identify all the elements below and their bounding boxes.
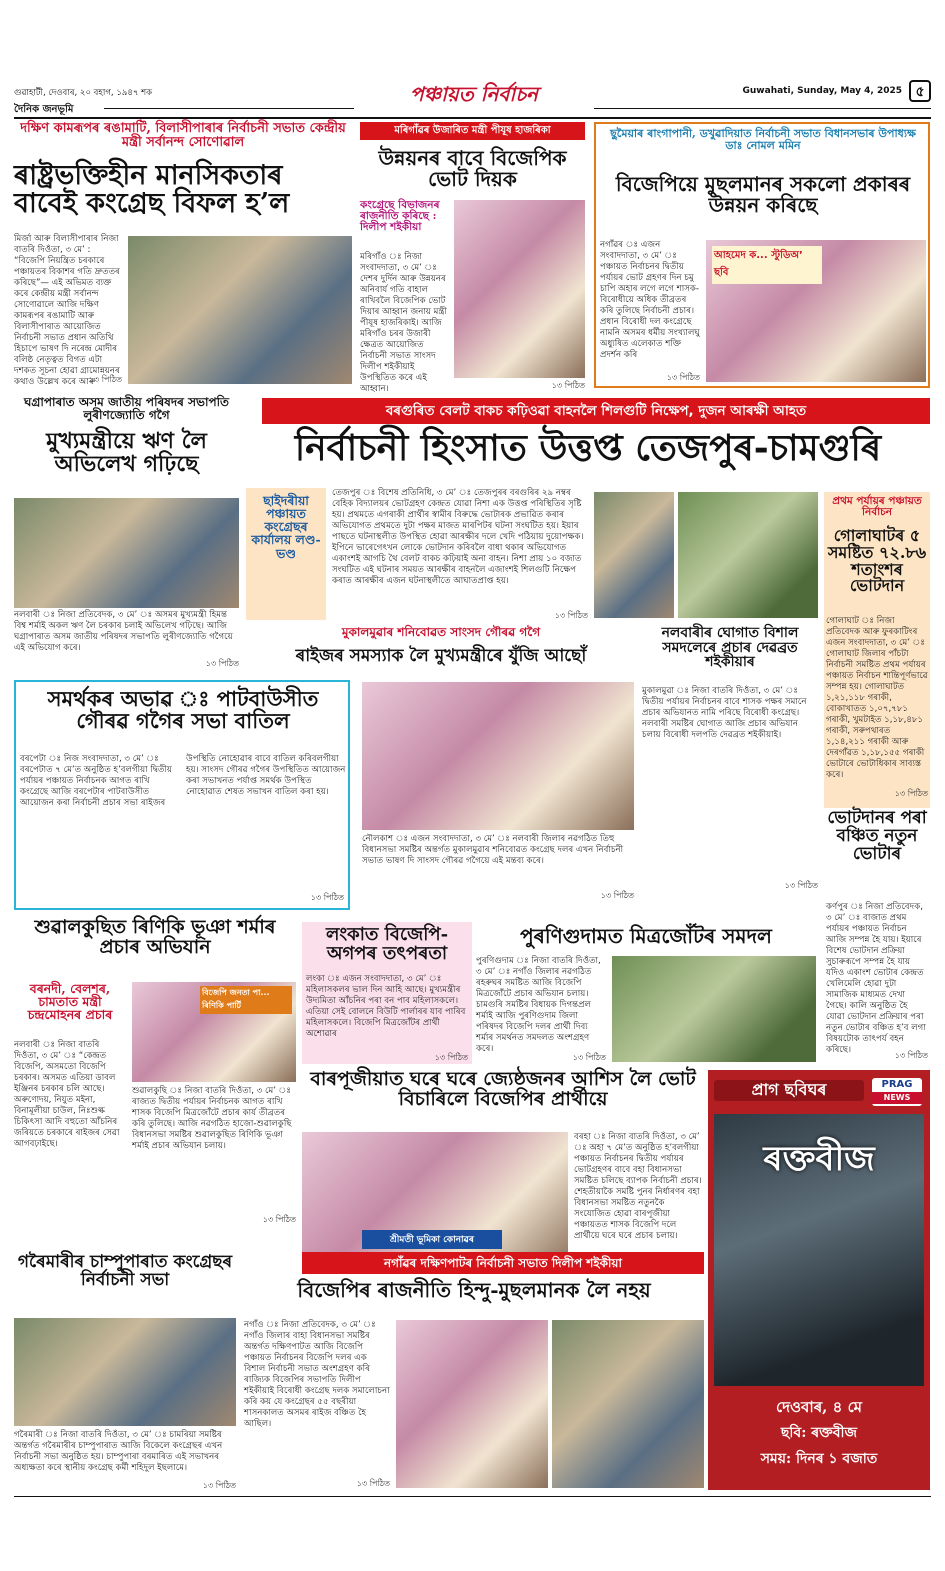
logo-bottom: NEWS xyxy=(872,1092,922,1104)
continued-label: ১৩ পিঠিত xyxy=(88,375,122,384)
story-photo xyxy=(454,200,585,378)
story-headline: নলবাৰীৰ ঘোগাত বিশাল সমদলেৰে প্ৰচাৰ দেৱব্ৰত শইকীয়াৰ xyxy=(661,625,799,671)
continued-label: ১৩ পিঠিত xyxy=(784,881,818,890)
story-body: কৰ্ণপুৰ ঃ নিজা প্ৰতিবেদক, ৩ মে’ ঃ বাজাত প্ৰথম পৰ্যায়ৰ পঞ্চায়ত নিৰ্বাচন আজি সম্পন্ন হৈ যায়। ইয়াৰে বিশেষ ভোটদান প্ৰক্ৰিয়া সুচাৰুৰূপে সম্পন্ন হৈ যায় যদিও একাংশ ভোটাৰ কেন্দ্ৰত খেলিমেলি হোৱা দুটা সামাজিক মাধ্যমত দেখা গৈছে। কালি অনুষ্ঠিত হৈ যোৱা ভোটদান প্ৰক্ৰিয়াৰ পৰা নতুন ভোটাৰ বঞ্চিত হ’ব লগা বিষয়টোক তাৎপৰ্য বহন কৰিছে। xyxy=(826,902,926,1055)
ad-line-3: সময়: দিনৰ ১ বজাত xyxy=(760,1451,878,1467)
continued-label: ১৩ পিঠিত xyxy=(434,1053,468,1062)
ad-line-1: দেওবাৰ, ৪ মে xyxy=(776,1398,862,1416)
continued-label: ১৩ পিঠিত xyxy=(205,659,239,668)
lead-photo-2 xyxy=(678,492,818,618)
masthead-rule-right xyxy=(594,108,931,109)
continued-label: ১৩ পিঠিত xyxy=(894,789,928,798)
story-headline: লংকাত বিজেপি-অগপৰ তৎপৰতা xyxy=(325,924,449,964)
photo-banner-text: বিজেপি জনতা পা... ৰিণিকি পাৰ্টি xyxy=(200,986,292,1014)
masthead-bottom-rule xyxy=(14,117,931,119)
ad-brand: প্ৰাগ ছবিঘৰ xyxy=(714,1080,864,1101)
story-body: গৰৈমাৰী ঃ নিজা বাতৰি দিওঁতা, ৩ মে’ ঃ চামৰিয়া সমষ্টিৰ অন্তৰ্গত গৰৈমাৰীৰ চাম্পুপাৰাত আজি বিকেলে কংগ্ৰেছৰ এখন নিৰ্বাচনী সভা অনুষ্ঠিত হয়। চাম্পুপাৰা বৰমাৰিত এই সভাখনৰ অধ্যক্ষতা কৰে স্থানীয় কংগ্ৰেছ কৰ্মী শহিদুল ইছলামে। xyxy=(14,1430,223,1473)
story-body: নলবাৰী ঃ নিজা প্ৰতিবেদক, ৩ মে’ ঃ অসমৰ মুখ্যমন্ত্ৰী হিমন্ত বিশ্ব শৰ্মাই অকল ঋণ লৈ চৰকাৰ চলাই অভিলেখ গঢ়িছে। আজি ঘগ্ৰাপাৰাত অসম জাতীয় পৰিষদৰ সভাপতি লুৰীণজ্যোতি গগৈয়ে এই অভিযোগ কৰে। xyxy=(14,610,233,653)
film-title: ৰক্তবীজ xyxy=(763,1139,875,1179)
story-headline: মুখ্যমন্ত্ৰীয়ে ঋণ লৈ অভিলেখ গঢ়িছে xyxy=(46,428,207,478)
story-headline: বিজেপিৰ ৰাজনীতি হিন্দু-মুছলমানক লৈ নহয় xyxy=(297,1278,651,1302)
story-photo xyxy=(612,956,816,1062)
dilip-banner: নগাঁৱৰ দক্ষিণপাটৰ নিৰ্বাচনী সভাত দিলীপ শইকীয়া xyxy=(302,1252,704,1274)
story-kicker: ছুমৈয়াৰ ৰাংগাপানী, ডখুৱাদিয়াত নিৰ্বাচনী সভাত বিধানসভাৰ উপাধ্যক্ষ ডাঃ নোমল মমিন xyxy=(610,127,916,152)
story-kicker: দক্ষিণ কামৰূপৰ ৰঙামাটি, বিলাসীপাৰাৰ নিৰ্বাচনী সভাত কেন্দ্ৰীয় মন্ত্ৰী সৰ্বানন্দ সোণোৱাল xyxy=(20,121,346,150)
side-box-body: নলবাৰী ঃ নিজা বাতৰি দিওঁতা, ৩ মে’ ঃ “কেন্দ্ৰত বিজেপি, অসমতো বিজেপি চৰকাৰ। অসমত এতিয়া ডাবল ইঞ্জিনৰ চৰকাৰ চলি আছে। অৰুণোদয়, নিযুত মইনা, বিনামূলীয়া চাউল, নিঃশুল্ক চিকিৎসা আদি বহুতো আঁচনিৰ জৰিয়তে চৰকাৰে ৰাইজৰ সেৱা আগবঢ়াইছে। xyxy=(14,1040,120,1149)
story-pijush xyxy=(360,122,585,392)
continued-label: ১৩ পিঠিত xyxy=(894,1051,928,1060)
story-body: মুকালমুৱা ঃ নিজা বাতৰি দিওঁতা, ৩ মে’ ঃ দ্বিতীয় পৰ্যায়ৰ নিৰ্বাচনৰ বাবে শাসক পক্ষৰ সমানে প্ৰচাৰ অভিযানত নামি পৰিছে বিৰোধী কংগ্ৰেছ। নলবাৰী সমষ্টিৰ ঘোগাত আজি প্ৰচাৰ অভিযান চলায় বিৰোধী দলপতি দেৱব্ৰত শইকীয়াই। xyxy=(642,686,807,740)
side-box xyxy=(14,982,126,1220)
story-new-voters xyxy=(824,808,930,1062)
story-sonowal xyxy=(14,122,352,392)
story-lurinjyoti xyxy=(14,396,239,678)
masthead-date-local: গুৱাহাটী, দেওবাৰ, ২০ বহাগ, ১৯৪৭ শক xyxy=(14,88,153,98)
story-body: গোলাঘাট ঃ নিজা প্ৰতিবেদক আৰু ফুৰকাটিংৰ এজন সংবাদদাতা, ৩ মে’ ঃ গোলাঘাট জিলাৰ পাঁচটা নিৰ্বাচনী সমষ্টিত প্ৰথম পৰ্যায়ৰ পঞ্চায়ত নিৰ্বাচন শান্তিপূৰ্ণভাৱে সম্পন্ন হয়। গোলাঘাটত ১,২১,১১৮ গৰাকী, বোকাখাতত ১,০৭,৭৮১ গৰাকী, খুমটাইত ১,১৮,৪৮১ গৰাকী, সৰুপথাৰত ১,১৪,২১১ গৰাকী আৰু দেৰগাঁৱত ১,১৮,১৫৫ গৰাকী ভোটাৰে ভোটাধিকাৰ সাব্যস্ত কৰে। xyxy=(826,616,928,780)
story-headline: গোলাঘাটৰ ৫ সমষ্টিত ৭২.৮৬ শতাংশৰ ভোটদান xyxy=(827,526,927,596)
masthead xyxy=(14,80,931,116)
page-bottom-rule xyxy=(14,1496,931,1497)
story-riniki xyxy=(14,918,296,1226)
story-kicker: ঘগ্ৰাপাৰাত অসম জাতীয় পৰিষদৰ সভাপতি লুৰীণজ্যোতি গগৈ xyxy=(23,395,230,422)
story-photo xyxy=(128,236,352,384)
masthead-paper-name: দৈনিক জনভূমি xyxy=(14,104,74,115)
lead-side-box xyxy=(246,488,326,620)
section-title: পঞ্চায়ত নিৰ্বাচন xyxy=(410,82,538,106)
story-headline: ভোটদানৰ পৰা বঞ্চিত নতুন ভোটাৰ xyxy=(827,808,927,864)
story-headline: বিজেপিয়ে মুছলমানৰ সকলো প্ৰকাৰৰ উন্নয়ন কৰিছে xyxy=(615,172,911,217)
story-headline: উন্নয়নৰ বাবে বিজেপিক ভোট দিয়ক xyxy=(378,146,567,191)
story-headline: পুৰণিগুদামত মিত্ৰজোঁটৰ সমদল xyxy=(520,924,772,948)
story-body: মিৰ্জা আৰু বিলাসীপাৰাৰ নিজা বাতৰি দিওঁতা, ৩ মে’ : “বিজেপি নিয়ন্ত্ৰিত চৰকাৰে পঞ্চায়তৰ বিকাশৰ গতি দ্ৰুততৰ কৰিছে”— এই অভিমত ব্যক্ত কৰে কেন্দ্ৰীয় মন্ত্ৰী সৰ্বানন্দ সোণোৱালে আজি দক্ষিণ কামৰূপৰ ৰঙামাটি আৰু বিলাসীপাৰাত আয়োজিত নিৰ্বাচনী সভাত প্ৰধান অতিথি হিচাপে ভাষণ দি নৰেন্দ্ৰ মোদীৰ বলিষ্ঠ নেতৃত্বত বিগত এটা দশকত সূচনা হোৱা গ্ৰামোন্নয়নৰ কথাও উল্লেখ কৰে আৰু xyxy=(14,234,120,387)
story-gaurav-photo xyxy=(362,682,634,830)
story-body: নগাঁৱৰ ঃ এজন সংবাদদাতা, ৩ মে’ ঃ পঞ্চায়ত নিৰ্বাচনৰ দ্বিতীয় পৰ্যায়ৰ ভোট গ্ৰহণৰ দিন চমু চাপি অহাৰ লগে লগে শাসক-বিৰোধীয়ে অধিক তীব্ৰতৰ কৰি তুলিছে নিৰ্বাচনী প্ৰচাৰ। প্ৰধান বিৰোধী দল কংগ্ৰেছে নামনি অসমৰ ধৰ্মীয় সংখ্যালঘু অধ্যুষিত এলেকাত শক্তি প্ৰদৰ্শন কৰি xyxy=(600,240,700,360)
story-debabrata xyxy=(642,626,818,892)
continued-label: ১৩ পিঠিত xyxy=(551,381,585,390)
lead-side-box-text: ছাইদৰীয়া পঞ্চায়ত কংগ্ৰেছৰ কাৰ্যালয় লণ্ড-ভণ্ড xyxy=(251,493,321,561)
continued-label: ১৩ পিঠিত xyxy=(356,1479,390,1488)
page-number: ৫ xyxy=(909,80,931,102)
lead-continued: ১৩ পিঠিত xyxy=(554,611,588,620)
lead-photo-1 xyxy=(594,492,674,618)
story-gaurav-continued: ১৩ পিঠিত xyxy=(600,891,634,900)
photo-banner-text: শ্ৰীমতী ভূমিকা কোনাৱৰ xyxy=(362,1230,502,1249)
story-gaurav-mukalmua xyxy=(246,626,636,678)
photo-sign-text: আহমেদ ক... স্টুডিঅ’ ছবি xyxy=(712,246,822,284)
story-dilip-hindu-muslim xyxy=(244,1280,704,1492)
continued-label: ১৩ পিঠিত xyxy=(572,1053,606,1062)
continued-label: ১৩ পিঠিত xyxy=(262,1215,296,1224)
story-headline: বাৰপূজীয়াত ঘৰে ঘৰে জ্যেষ্ঠজনৰ আশিস লৈ ভোট বিচাৰিলে বিজেপিৰ প্ৰাৰ্থীয়ে xyxy=(310,1068,696,1110)
story-kicker: মুকালমুৱাৰ শনিবোৱত সাংসদ গৌৰৱ গগৈ xyxy=(341,625,541,639)
cinema-ad xyxy=(708,1070,930,1490)
story-headline: সমৰ্থকৰ অভাৱ ঃ পাটবাউসীত গৌৰৱ গগৈৰ সভা বাতিল xyxy=(47,686,319,734)
story-body: বৰপেটা ঃ নিজ সংবাদদাতা, ৩ মে’ ঃ বৰপেটাত ৭ মে’ত অনুষ্ঠিত হ’বলগীয়া দ্বিতীয় পৰ্যায়ৰ পঞ্চায়ত নিৰ্বাচনক আগত ৰাখি কংগ্ৰেছে আজি বৰপেটাৰ পাটবাউসীত আয়োজন কৰা নিৰ্বাচনী প্ৰচাৰ সভা ৰাইজৰ উপস্থিতি নোহোৱাৰ বাবে বাতিল কৰিবলগীয়া হয়। সাংসদ গৌৰৱ গগৈৰ উপস্থিতিত আয়োজন কৰা সভাখনত পৰ্যাপ্ত সমৰ্থক উপস্থিত নোহোৱাত শেষত সভাখন বাতিল কৰা হয়। xyxy=(20,754,346,808)
lead-body: তেজপুৰ ঃ বিশেষ প্ৰতিনিধি, ৩ মে’ ঃ তেজপুৰৰ বৰগুৰিৰ ২৯ নম্বৰ বেহিক বিদ্যালয়ৰ ভোটগ্ৰহণ কেন্দ্ৰত যোৱা নিশা এক উত্তপ্ত পৰিস্থিতিৰ সৃষ্টি হয়। প্ৰথমতে এগৰাকী প্ৰাৰ্থীৰ স্বামীৰ বিৰুদ্ধে ভোটাৰক প্ৰভাৱিত কৰাৰ অভিযোগত প্ৰথমতে দুটা পক্ষৰ মাজত মাৰপিটৰ ঘটনা সংঘটিত হয়। ইয়াৰ পাছতে ঘটনাস্থলীত উপস্থিত হোৱা আৰক্ষীৰ দলে খেদি পঠিয়ায় দুয়োপক্ষক। ইপিনে ভাৰেগেৎখন লোকে ভোটদান কৰিবলৈ বাধা থকাৰ অভিযোগত একাংশই আগচি থৈ বেলট বাকচ কঢ়িয়াই অনা বাহন। নিশা প্ৰায় ১০ বজাত সংঘটিত এই ঘটনাৰ সময়ত আৰক্ষীৰ বাহনলৈ এজাংশই শিলগুটি নিক্ষেপ কৰাত আৰক্ষীৰ এজন ঘটনাস্থলীতে আঘাতপ্ৰাপ্ত হয়। xyxy=(332,488,584,586)
story-kicker: মৰিগাঁৱৰ উজাৰিত মন্ত্ৰী পীযূষ হাজৰিকা xyxy=(360,122,585,140)
masthead-rule-left xyxy=(104,108,354,109)
breaking-banner: বৰগুৰিত বেলট বাকচ কঢ়িওৱা বাহনলৈ শিলগুটি নিক্ষেপ, দুজন আৰক্ষী আহত xyxy=(262,398,930,424)
story-body: নগাঁও ঃ নিজা প্ৰতিবেদক, ৩ মে’ ঃ নগাঁও জিলাৰ বাহা বিধানসভা সমষ্টিৰ অন্তৰ্গত দক্ষিণপাটত আজি বিজেপি পঞ্চায়ত নিৰ্বাচনৰ বিজেপি দলৰ এক বিশাল নিৰ্বাচনী সভাত অংশগ্ৰহণ কৰি ৰাজ্যিক বিজেপিৰ সভাপতি দিলীপ শইকীয়াই বিৰোধী কংগ্ৰেছ দলক সমালোচনা কৰি কয় যে কংগ্ৰেছৰ ৫৫ বছৰীয়া শাসনকালত অসমৰ ৰাইজ বঞ্চিত হৈ আছিল। xyxy=(244,1320,390,1429)
story-nomal-momin xyxy=(594,122,930,388)
story-gaurav-body: নৌলকাশ ঃ এজন সংবাদদাতা, ৩ মে’ ঃ নলবাৰী জিলাৰ নৱগঠিত তিহু বিধানসভা সমষ্টিৰ অন্তৰ্গত মুকালমুৱাৰ শনিবোৱত কংগ্ৰেছ দলৰ এখন নিৰ্বাচনী সভাত ভাষণ দি সাংসদ গৌৰৱ গগৈয়ে এই মন্তব্য কৰে। xyxy=(362,834,624,866)
story-kicker: প্ৰথম পৰ্যায়ৰ পঞ্চায়ত নিৰ্বাচন xyxy=(832,495,922,519)
logo-top: PRAG xyxy=(881,1079,913,1090)
lead-headline: নিৰ্বাচনী হিংসাত উত্তপ্ত তেজপুৰ-চামগুৰি xyxy=(294,427,882,469)
side-box-headline: বৰনদী, বেলশৰ, চামতাত মন্ত্ৰী চন্দ্ৰমোহনৰ প্ৰচাৰ xyxy=(27,981,113,1023)
story-body: শুৱালকুছি ঃ নিজা বাতৰি দিওঁতা, ৩ মে’ ঃ ৰাজ্যত দ্বিতীয় পৰ্যায়ৰ নিৰ্বাচনক আগত ৰাখি শাসক বিজেপি মিত্ৰজোঁটে প্ৰচাৰ কাৰ্য তীব্ৰতৰ কৰি তুলিছে। আজি নৱগঠিত হাজো-শুৱালকুছি বিধানসভা সমষ্টিৰ শুৱালকুছিত ৰিণিকি ভূঞা শৰ্মাই প্ৰচাৰ অভিযান চলায়। xyxy=(132,1086,292,1151)
story-body: পুৰণিগুদাম ঃ নিজা বাতৰি দিওঁতা, ৩ মে’ ঃ নগাঁও জিলাৰ নৱগঠিত ৰহৰুঘৰ সমষ্টিত আজি বিজেপি মিত্ৰজোঁটে প্ৰচাৰ অভিযান চলায়। চামগুৰি সমষ্টিৰ বিধায়ক দিগন্তপ্ৰল শৰ্মাই আজি পুৰণিগুদাম জিলা পৰিষদৰ বিজেপি দলৰ প্ৰাৰ্থী দিব্য শৰ্মাৰ সমৰ্থনত সমদলত অংশগ্ৰহণ কৰে। xyxy=(476,956,601,1054)
story-body: বৰহা ঃ নিজা বাতৰি দিওঁতা, ৩ মে’ ঃ অহা ৭ মে’ত অনুষ্ঠিত হ’বলগীয়া পঞ্চায়ত নিৰ্বাচনৰ দ্বিতীয় পৰ্যায়ৰ ভোটগ্ৰহণৰ বাবে বহা বিধানসভা সমষ্টিত চলিছে ব্যাপক নিৰ্বাচনী প্ৰচাৰ। শেহতীয়াকৈ সমষ্টি পুনৰ নিৰ্ধাৰণৰ বহা বিধানসভা সমষ্টিত নতুনকৈ সংযোজিত হোৱা বাৰপূজীয়া পঞ্চায়তত শাসক বিজেপি দলে প্ৰাৰ্থীয়ে ঘৰে ঘৰে প্ৰচাৰ চলায়। xyxy=(574,1132,702,1241)
story-photo xyxy=(14,1318,236,1426)
continued-label: ১৩ পিঠিত xyxy=(310,893,344,902)
story-patbausi xyxy=(14,680,350,910)
continued-label: ১৩ পিঠিত xyxy=(666,373,700,382)
story-body: লংকা ঃ এজন সংবাদদাতা, ৩ মে’ ঃ মহিলাসকলৰ ভাল দিন আহি আছে। মুখ্যমন্ত্ৰীৰ উদ্যমিতা আঁচনিৰ পৰা বন পাব মহিলাসকলে। এতিয়া সেই বোলনে বিউটি পাৰ্লাৰৰ যাব পাৰিব মহিলাসকলে। বিজেপি মিত্ৰজোঁটৰ প্ৰাৰ্থী অশোৱাৰ xyxy=(306,974,466,1039)
masthead-date-en: Guwahati, Sunday, May 4, 2025 xyxy=(742,86,902,96)
story-barpujia xyxy=(302,1070,704,1274)
story-lanka xyxy=(302,922,472,1064)
story-headline: গৰৈমাৰীৰ চাম্পুপাৰাত কংগ্ৰেছৰ নিৰ্বাচনী সভা xyxy=(17,1252,233,1290)
story-photo xyxy=(396,1320,548,1488)
story-photo xyxy=(14,498,239,608)
prag-news-logo xyxy=(872,1078,922,1106)
story-goraimari xyxy=(14,1254,236,1490)
story-headline: ৰাইজৰ সমস্যাক লৈ মুখ্যমন্ত্ৰীৰে যুঁজি আছোঁ xyxy=(295,646,587,666)
story-puranigudam xyxy=(476,922,816,1064)
story-subhead: কংগ্ৰেছে বিভাজনৰ ৰাজনীতি কৰিছে : দিলীপ শইকীয়া xyxy=(360,199,440,234)
story-photo-2 xyxy=(552,1320,704,1488)
story-headline: শুৱালকুছিত ৰিণিকি ভূঞা শৰ্মাৰ প্ৰচাৰ অভিযান xyxy=(34,916,276,958)
story-headline: ৰাষ্ট্ৰভক্তিহীন মানসিকতাৰ বাবেই কংগ্ৰেছ বিফল হ’ল xyxy=(14,160,290,220)
ad-line-2: ছবি: ৰক্তবীজ xyxy=(780,1425,858,1441)
story-body: মৰিগাঁও ঃ নিজা সংবাদদাতা, ৩ মে’ ঃ দেশৰ দুৰ্দিন আৰু উন্নয়নৰ অনিবাৰ্য গতি বাহাল ৰাখিবলৈ বিজেপিক ভোট দিয়াৰ আহ্বান জনায় মন্ত্ৰী পীযূষ হাজৰিকাই। আজি মৰিগাঁও চৰৰ উজাৰী ক্ষেত্ৰত আয়োজিত নিৰ্বাচনী সভাত সাংসদ দিলীপ শইকীয়াই উপস্থিতিত কৰে এই আহ্বান। xyxy=(360,252,447,394)
continued-label: ১৩ পিঠিত xyxy=(202,1481,236,1490)
